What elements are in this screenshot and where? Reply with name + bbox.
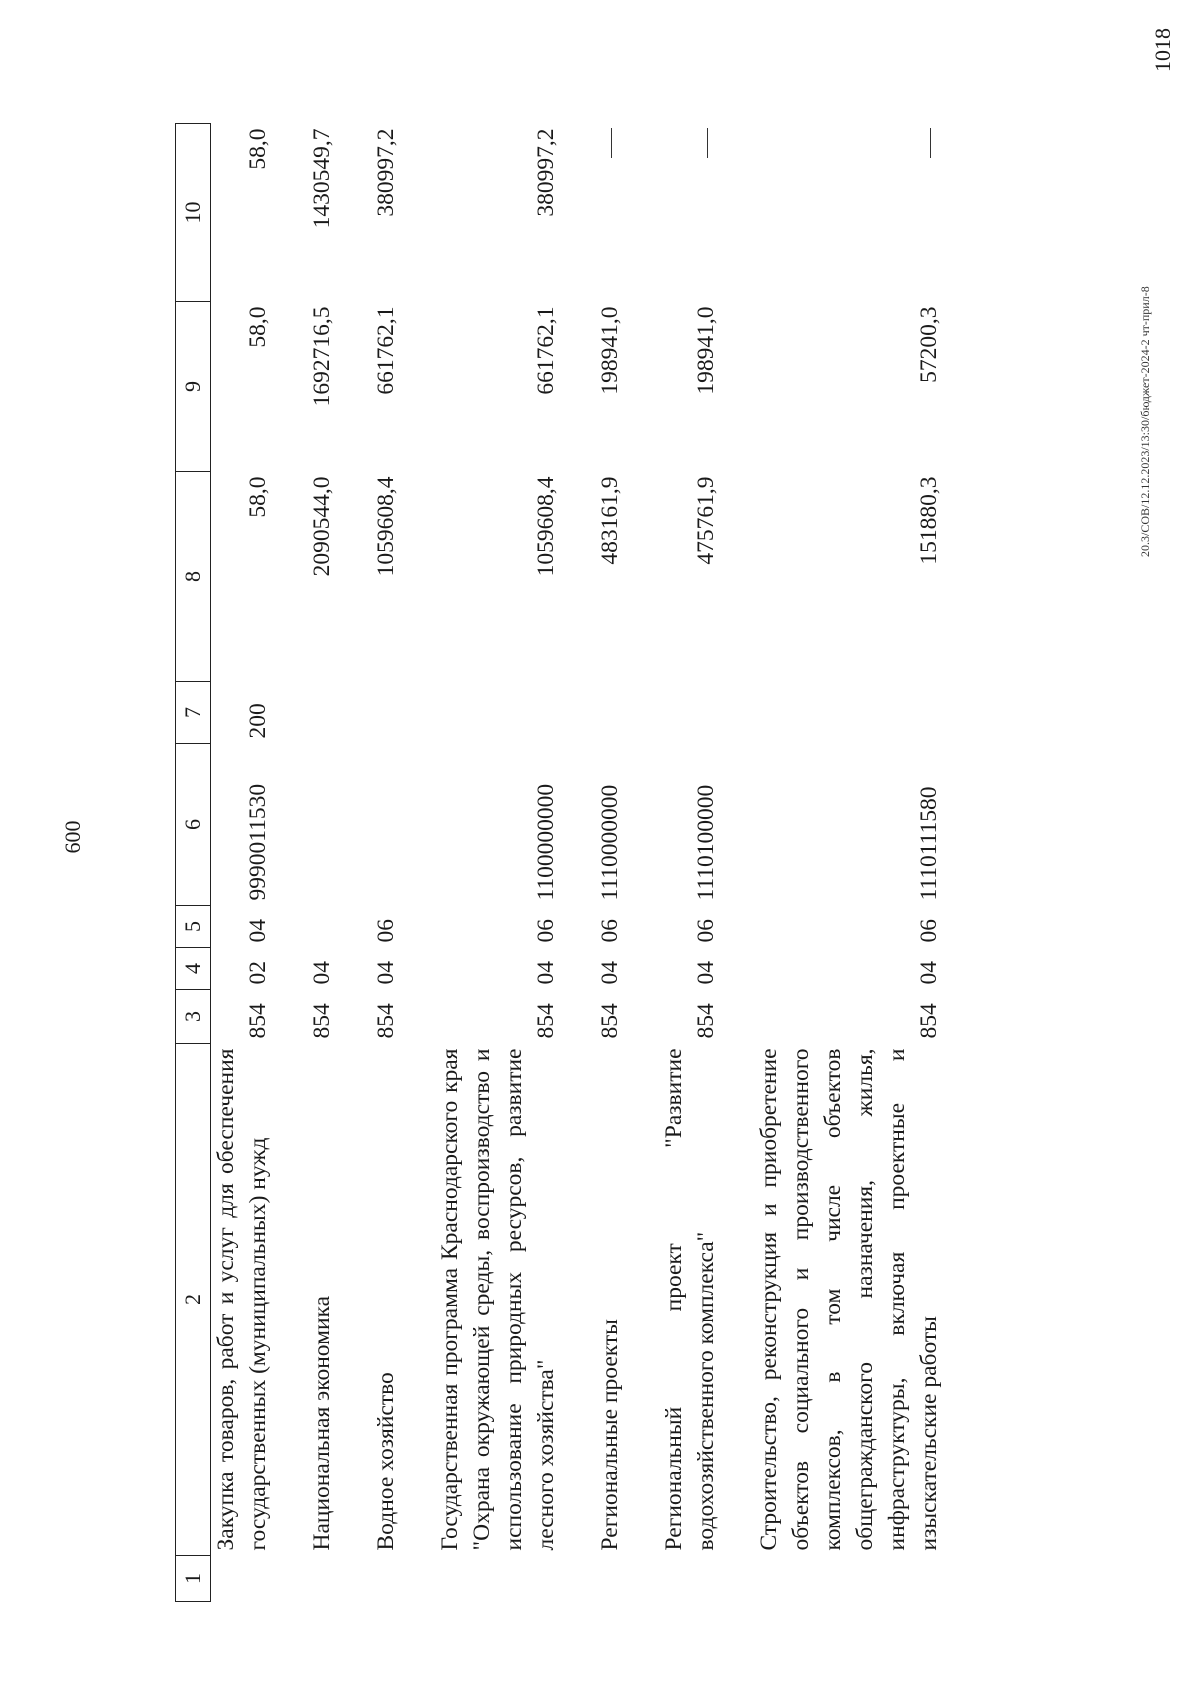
cell-pr: 04	[532, 961, 559, 985]
column-header: 2	[176, 1044, 211, 1556]
cell-section: 06	[532, 919, 559, 943]
budget-table	[175, 123, 950, 1602]
cell-amount-2026	[631, 124, 727, 302]
column-header: 5	[176, 906, 211, 948]
cell-amount-2025: 57200,3	[916, 306, 943, 383]
table-row	[567, 124, 631, 1602]
cell-target	[279, 744, 343, 906]
cell-amount-2025: 198941,0	[596, 306, 623, 395]
cell-amount-2024: 151880,3	[916, 476, 943, 565]
cell-pr: 04	[308, 961, 335, 985]
cell-pr: 04	[596, 961, 623, 985]
cell-rz: 854	[244, 1003, 271, 1039]
cell-target	[343, 744, 407, 906]
cell-target: 1110000000	[596, 784, 623, 901]
column-header: 9	[176, 302, 211, 472]
cell-amount-2025: 1692716,5	[308, 306, 335, 407]
cell-amount-2026: 58,0	[244, 128, 271, 170]
cell-type	[343, 682, 407, 744]
column-header: 10	[176, 124, 211, 302]
cell-amount-2025: 661762,1	[532, 306, 559, 395]
row-name: Водное хозяйство	[372, 1372, 399, 1551]
cell-amount-2026: 1430549,7	[308, 128, 335, 229]
cell-rz: 854	[308, 1003, 335, 1039]
cell-rz: 854	[532, 1003, 559, 1039]
row-name: Закупка товаров, работ и услуг для обеспечения государственных (муниципальных) нужд	[213, 1048, 271, 1551]
cell-amount-2025: 661762,1	[372, 306, 399, 395]
cell-amount-2024: 58,0	[244, 476, 271, 518]
row-name: Региональный проект "Развитие водохозяйственного комплекса"	[660, 1048, 719, 1551]
cell-type	[279, 682, 343, 744]
cell-section: 06	[372, 919, 399, 943]
document-stamp: 20.3/СОВ/12.12.2023/13:30/бюджет-2024-2 чт-прил-8	[1138, 286, 1152, 557]
dash-mark	[611, 129, 612, 159]
table-row	[279, 124, 343, 1602]
dash-mark	[707, 129, 708, 159]
cell-type	[726, 682, 950, 744]
cell-pr: 04	[916, 961, 943, 985]
cell-rz: 854	[916, 1003, 943, 1039]
table-row	[211, 124, 279, 1602]
cell-amount-2025: 58,0	[244, 306, 271, 348]
cell-rz: 854	[692, 1003, 719, 1039]
cell-amount-2025: 198941,0	[692, 306, 719, 395]
cell-section: 06	[692, 919, 719, 943]
cell-type	[567, 682, 631, 744]
table-row	[407, 124, 567, 1602]
sheet-number: 1018	[1150, 28, 1175, 72]
column-header: 8	[176, 472, 211, 682]
cell-pr: 04	[692, 961, 719, 985]
cell-rz: 854	[372, 1003, 399, 1039]
column-header: 4	[176, 948, 211, 990]
cell-amount-2026: 380997,2	[372, 128, 399, 217]
cell-amount-2026: 380997,2	[532, 128, 559, 217]
cell-type	[407, 682, 567, 744]
cell-amount-2024: 483161,9	[596, 476, 623, 565]
cell-amount-2024: 1059608,4	[532, 476, 559, 577]
cell-amount-2024: 2090544,0	[308, 476, 335, 577]
cell-type: 200	[244, 703, 271, 739]
cell-section: 06	[916, 919, 943, 943]
cell-target: 1110100000	[692, 784, 719, 901]
cell-rz: 854	[596, 1003, 623, 1039]
cell-amount-2024: 475761,9	[692, 476, 719, 565]
cell-amount-2024: 1059608,4	[372, 476, 399, 577]
cell-amount-2026	[567, 124, 631, 302]
table-row	[726, 124, 950, 1602]
column-header: 3	[176, 990, 211, 1044]
cell-target: 1110111580	[916, 786, 943, 901]
column-header: 7	[176, 682, 211, 744]
table-row	[343, 124, 407, 1602]
table-row	[631, 124, 727, 1602]
cell-pr: 02	[244, 961, 271, 985]
column-header: 1	[176, 1556, 211, 1602]
column-header: 6	[176, 744, 211, 906]
cell-target: 1100000000	[532, 783, 559, 901]
row-name: Национальная экономика	[308, 1295, 335, 1551]
cell-section: 06	[596, 919, 623, 943]
page-number: 600	[60, 820, 85, 854]
cell-pr: 04	[372, 961, 399, 985]
row-name: Строительство, реконструкция и приобретение объектов социального и производственного комплексов, в том числе объектов общегражданского назначения, жилья, инфраструктуры, включая проектные и изыскательские работы	[756, 1048, 943, 1551]
cell-type	[631, 682, 727, 744]
cell-section	[279, 906, 343, 948]
row-name: Региональные проекты	[596, 1319, 623, 1551]
header-row	[176, 124, 211, 1602]
cell-amount-2026	[726, 124, 950, 302]
cell-section: 04	[244, 919, 271, 943]
cell-target: 9990011530	[244, 783, 271, 901]
dash-mark	[930, 129, 931, 159]
row-name: Государственная программа Краснодарского края "Охрана окружающей среды, воспроизводство и использование природных ресурсов, развитие лесного хозяйства"	[436, 1048, 559, 1551]
